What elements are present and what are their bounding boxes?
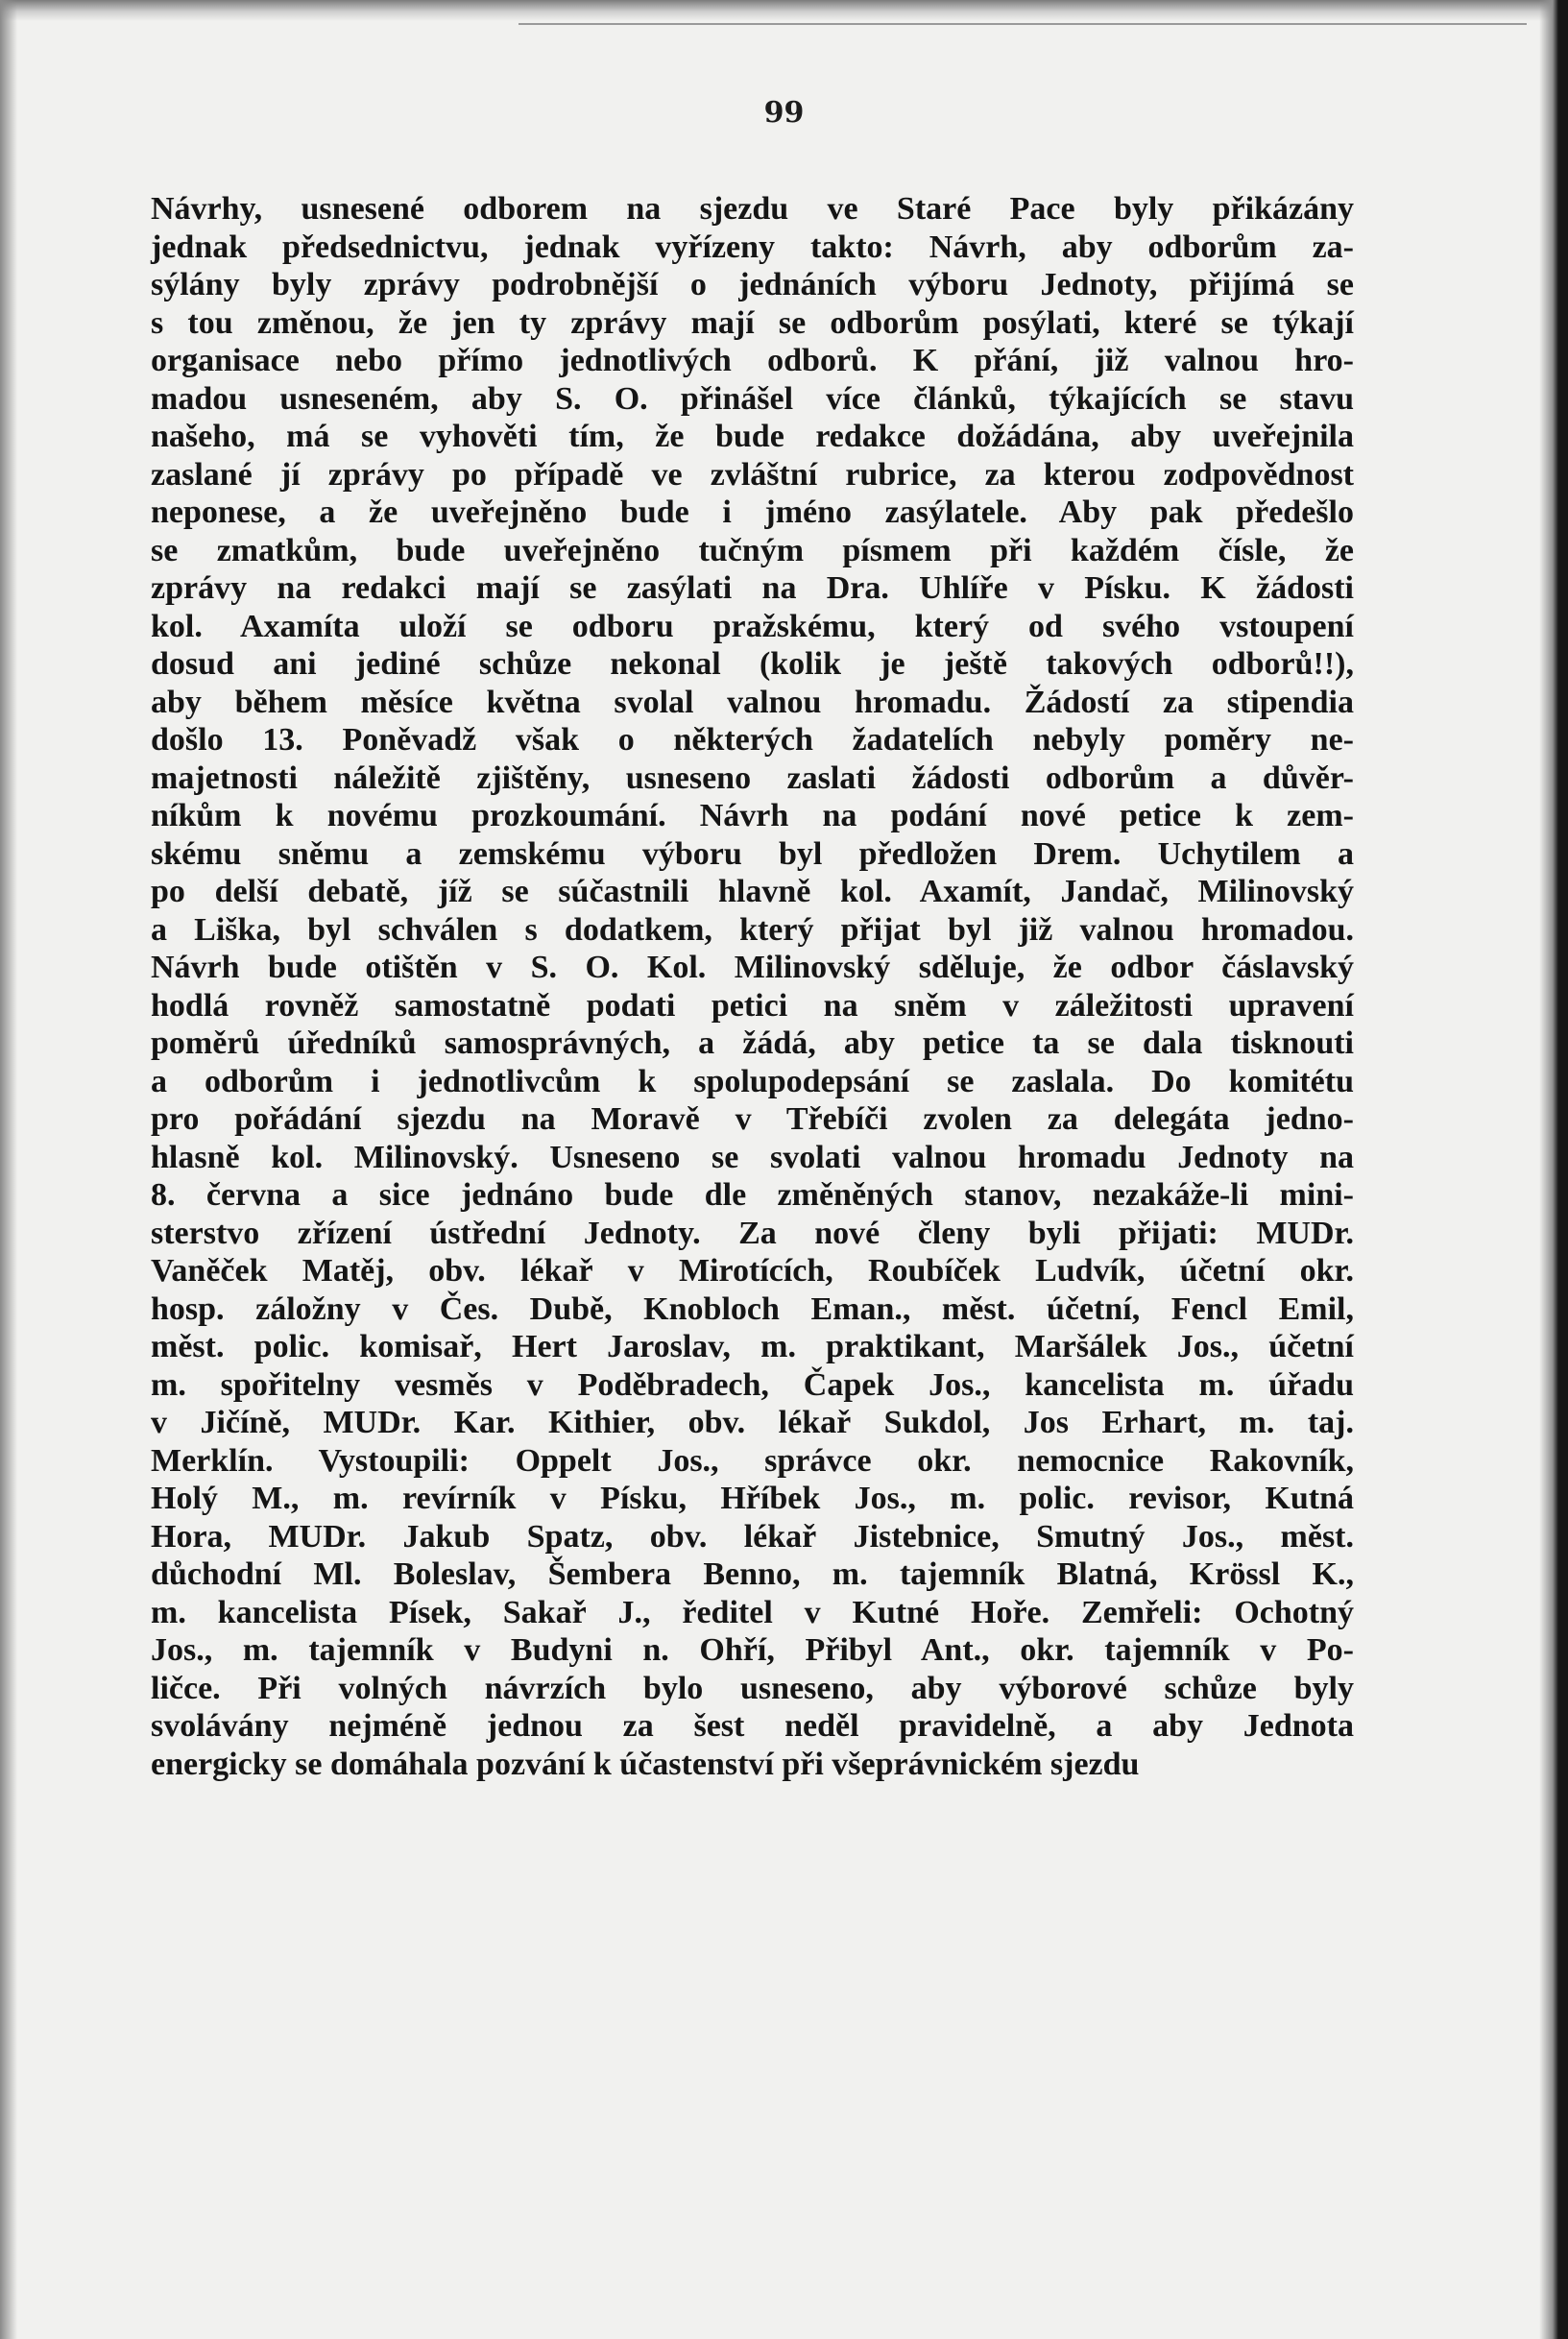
text-line: kol. Axamíta uloží se odboru pražskému, který od svého vstoupení	[151, 608, 1354, 644]
body-paragraph	[151, 190, 1354, 1783]
text-line: došlo 13. Poněvadž však o některých žadatelích nebyly poměry ne-	[151, 722, 1354, 758]
text-line: Návrhy, usnesené odborem na sjezdu ve Staré Pace byly přikázány	[151, 191, 1354, 227]
text-line: sterstvo zřízení ústřední Jednoty. Za nové členy byli přijati: MUDr.	[151, 1215, 1354, 1251]
text-line: a odborům i jednotlivcům k spolupodepsání se zaslala. Do komitétu	[151, 1063, 1354, 1099]
text-line: hosp. záložny v Čes. Dubě, Knobloch Eman., měst. účetní, Fencl Emil,	[151, 1290, 1354, 1327]
text-line: Vaněček Matěj, obv. lékař v Mirotících, Roubíček Ludvík, účetní okr.	[151, 1253, 1354, 1289]
text-line: m. kancelista Písek, Sakař J., ředitel v Kutné Hoře. Zemřeli: Ochotný	[151, 1594, 1354, 1630]
text-line: svolávány nejméně jednou za šest neděl pravidelně, a aby Jednota	[151, 1708, 1354, 1744]
text-line: dosud ani jediné schůze nekonal (kolik je ještě takových odborů!!),	[151, 646, 1354, 682]
text-line: důchodní Ml. Boleslav, Šembera Benno, m. tajemník Blatná, Krössl K.,	[151, 1556, 1354, 1592]
text-line: a Liška, byl schválen s dodatkem, který přijat byl již valnou hromadou.	[151, 911, 1354, 948]
text-line: hlasně kol. Milinovský. Usneseno se svolati valnou hromadu Jednoty na	[151, 1139, 1354, 1175]
text-line: pro pořádání sjezdu na Moravě v Třebíči zvolen za delegáta jedno-	[151, 1101, 1354, 1137]
text-line: aby během měsíce května svolal valnou hromadu. Žádostí za stipendia	[151, 684, 1354, 720]
text-line: jednak předsednictvu, jednak vyřízeny takto: Návrh, aby odborům za-	[151, 229, 1354, 265]
page-top-edge-line	[519, 23, 1527, 25]
text-line: Merklín. Vystoupili: Oppelt Jos., správce okr. nemocnice Rakovník,	[151, 1442, 1354, 1479]
text-line: Jos., m. tajemník v Budyni n. Ohří, Přibyl Ant., okr. tajemník v Po-	[151, 1632, 1354, 1668]
text-line: skému sněmu a zemskému výboru byl předložen Drem. Uchytilem a	[151, 835, 1354, 872]
page-right-shadow	[1539, 0, 1568, 2339]
text-line: neponese, a že uveřejněno bude i jméno zasýlatele. Aby pak předešlo	[151, 494, 1354, 530]
text-line: majetnosti náležitě zjištěny, usneseno zaslati žádosti odborům a důvěr-	[151, 760, 1354, 796]
text-line: v Jičíně, MUDr. Kar. Kithier, obv. lékař Sukdol, Jos Erhart, m. taj.	[151, 1405, 1354, 1440]
text-line: Návrh bude otištěn v S. O. Kol. Milinovský sděluje, že odbor čáslavský	[151, 950, 1354, 985]
text-line: organisace nebo přímo jednotlivých odborů. K přání, již valnou hro-	[151, 343, 1354, 378]
text-line: našeho, má se vyhověti tím, že bude redakce dožádána, aby uveřejnila	[151, 419, 1354, 454]
text-line: se zmatkům, bude uveřejněno tučným písmem při každém čísle, že	[151, 532, 1354, 568]
text-line: zaslané jí zprávy po případě ve zvláštní rubrice, za kterou zodpovědnost	[151, 456, 1354, 493]
text-line: m. spořitelny vesměs v Poděbradech, Čapek Jos., kancelista m. úřadu	[151, 1366, 1354, 1403]
text-line: 8. června a sice jednáno bude dle změněných stanov, nezakáže-li mini-	[151, 1177, 1354, 1213]
text-line: Holý M., m. revírník v Písku, Hříbek Jos., m. polic. revisor, Kutná	[151, 1481, 1354, 1516]
text-line: Hora, MUDr. Jakub Spatz, obv. lékař Jistebnice, Smutný Jos., měst.	[151, 1518, 1354, 1555]
text-line: zprávy na redakci mají se zasýlati na Dra. Uhlíře v Písku. K žádosti	[151, 570, 1354, 606]
text-line: po delší debatě, jíž se súčastnili hlavně kol. Axamít, Jandač, Milinovský	[151, 874, 1354, 909]
text-line: ličce. Při volných návrzích bylo usneseno, aby výborové schůze byly	[151, 1670, 1354, 1706]
text-line: madou usneseném, aby S. O. přinášel více článků, týkajících se stavu	[151, 380, 1354, 417]
page-left-shadow	[0, 0, 17, 2339]
text-line: s tou změnou, že jen ty zprávy mají se odborům posýlati, které se týkají	[151, 304, 1354, 341]
text-line: měst. polic. komisař, Hert Jaroslav, m. praktikant, Maršálek Jos., účetní	[151, 1329, 1354, 1364]
text-line: sýlány byly zprávy podrobnější o jednáních výboru Jednoty, přijímá se	[151, 267, 1354, 302]
text-line: hodlá rovněž samostatně podati petici na sněm v záležitosti upravení	[151, 987, 1354, 1024]
text-line: níkům k novému prozkoumání. Návrh na podání nové petice k zem-	[151, 798, 1354, 833]
page-top-shadow	[0, 0, 1568, 21]
page-number: 99	[763, 96, 805, 130]
text-line: energicky se domáhala pozvání k účastenství při všeprávnickém sjezdu	[151, 1746, 1140, 1782]
text-line: poměrů úředníků samosprávných, a žádá, aby petice ta se dala tisknouti	[151, 1025, 1354, 1061]
